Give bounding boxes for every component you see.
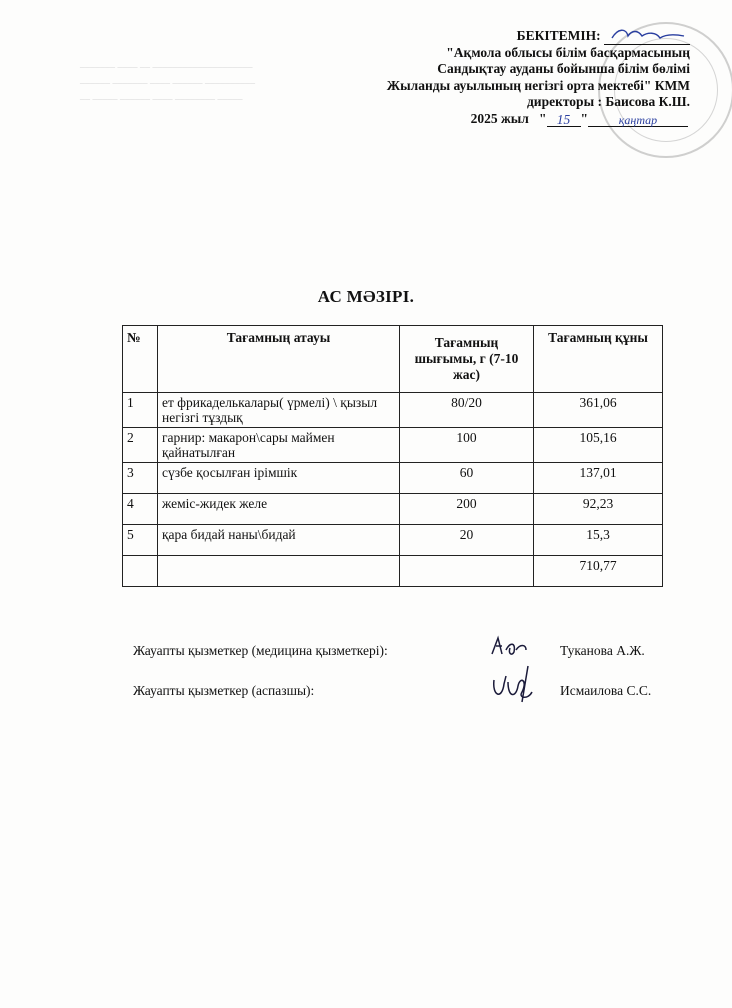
table-header-row xyxy=(123,326,663,393)
signature-mark xyxy=(608,26,694,42)
row-number: 3 xyxy=(123,463,158,494)
dish-yield: 100 xyxy=(400,428,534,463)
dish-name: қара бидай наны\бидай xyxy=(158,525,400,556)
dish-price: 105,16 xyxy=(534,428,663,463)
row-number: 4 xyxy=(123,494,158,525)
director-signature xyxy=(604,30,690,45)
page-title: АС МӘЗІРІ. xyxy=(317,287,415,306)
approval-year: 2025 жыл xyxy=(470,110,529,126)
dish-name: гарнир: макарон\сары маймен қайнатылған xyxy=(158,428,400,463)
medical-signature xyxy=(486,634,532,665)
dish-name: ет фрикаделькалары( үрмелі) \ қызыл негізгі тұздық xyxy=(158,393,400,428)
approval-block: БЕКІТЕМІН: "Ақмола облысы білім басқармасының Сандықтау ауданы бойынша білім бөлімі Жыланды ауылының негізгі орта мектебі" КММ директоры : Баисова К.Ш. 2025 жыл " 15 " қаңтар xyxy=(387,28,690,127)
header-dish-name: Тағамның атауы xyxy=(158,326,400,393)
dish-price: 92,23 xyxy=(534,494,663,525)
signature-mark xyxy=(488,662,548,706)
table-row xyxy=(123,393,663,428)
cook-signature xyxy=(488,662,548,711)
dish-name: жеміс-жидек желе xyxy=(158,494,400,525)
header-price: Тағамның құны xyxy=(534,326,663,393)
show-through-text: _____ ________ ____ ______ _____ __ xyxy=(80,90,243,101)
header-number: № xyxy=(123,326,158,393)
approval-day: 15 xyxy=(547,112,581,127)
row-number: 1 xyxy=(123,393,158,428)
empty-cell xyxy=(400,556,534,587)
row-number: 5 xyxy=(123,525,158,556)
approval-heading: БЕКІТЕМІН: xyxy=(516,28,601,43)
approval-month: қаңтар xyxy=(588,112,688,127)
show-through-text: __________ ______ ____ _______ ______ xyxy=(80,74,255,85)
empty-cell xyxy=(123,556,158,587)
dish-yield: 20 xyxy=(400,525,534,556)
dish-price: 15,3 xyxy=(534,525,663,556)
total-price: 710,77 xyxy=(534,556,663,587)
responsible-cook-name: Исмаилова С.С. xyxy=(560,683,652,698)
responsible-cook-role: Жауапты қызметкер (аспазшы): xyxy=(133,683,315,698)
dish-name: сүзбе қосылған ірімшік xyxy=(158,463,400,494)
approval-line-2: Сандықтау ауданы бойынша білім бөлімі xyxy=(437,61,690,76)
header-yield: Тағамның шығымы, г (7-10 жас) xyxy=(400,326,534,393)
total-row xyxy=(123,556,663,587)
approval-line-1: "Ақмола облысы білім басқармасының xyxy=(446,44,690,60)
approval-line-3: Жыланды ауылының негізгі орта мектебі" КММ xyxy=(386,77,690,93)
dish-yield: 80/20 xyxy=(400,393,534,428)
dish-price: 137,01 xyxy=(534,463,663,494)
dish-price: 361,06 xyxy=(534,393,663,428)
dish-yield: 200 xyxy=(400,494,534,525)
show-through-text: ____________________ __ ____ _______ xyxy=(80,58,253,69)
signature-mark xyxy=(486,634,532,660)
responsible-medical-name: Туканова А.Ж. xyxy=(560,643,645,658)
table-row xyxy=(123,494,663,525)
table-row xyxy=(123,525,663,556)
table-row xyxy=(123,428,663,463)
table-row xyxy=(123,463,663,494)
empty-cell xyxy=(158,556,400,587)
row-number: 2 xyxy=(123,428,158,463)
responsible-medical-role: Жауапты қызметкер (медицина қызметкері): xyxy=(133,643,388,658)
approval-line-4: директоры : Баисова К.Ш. xyxy=(526,94,690,109)
dish-yield: 60 xyxy=(400,463,534,494)
menu-table xyxy=(122,325,663,587)
